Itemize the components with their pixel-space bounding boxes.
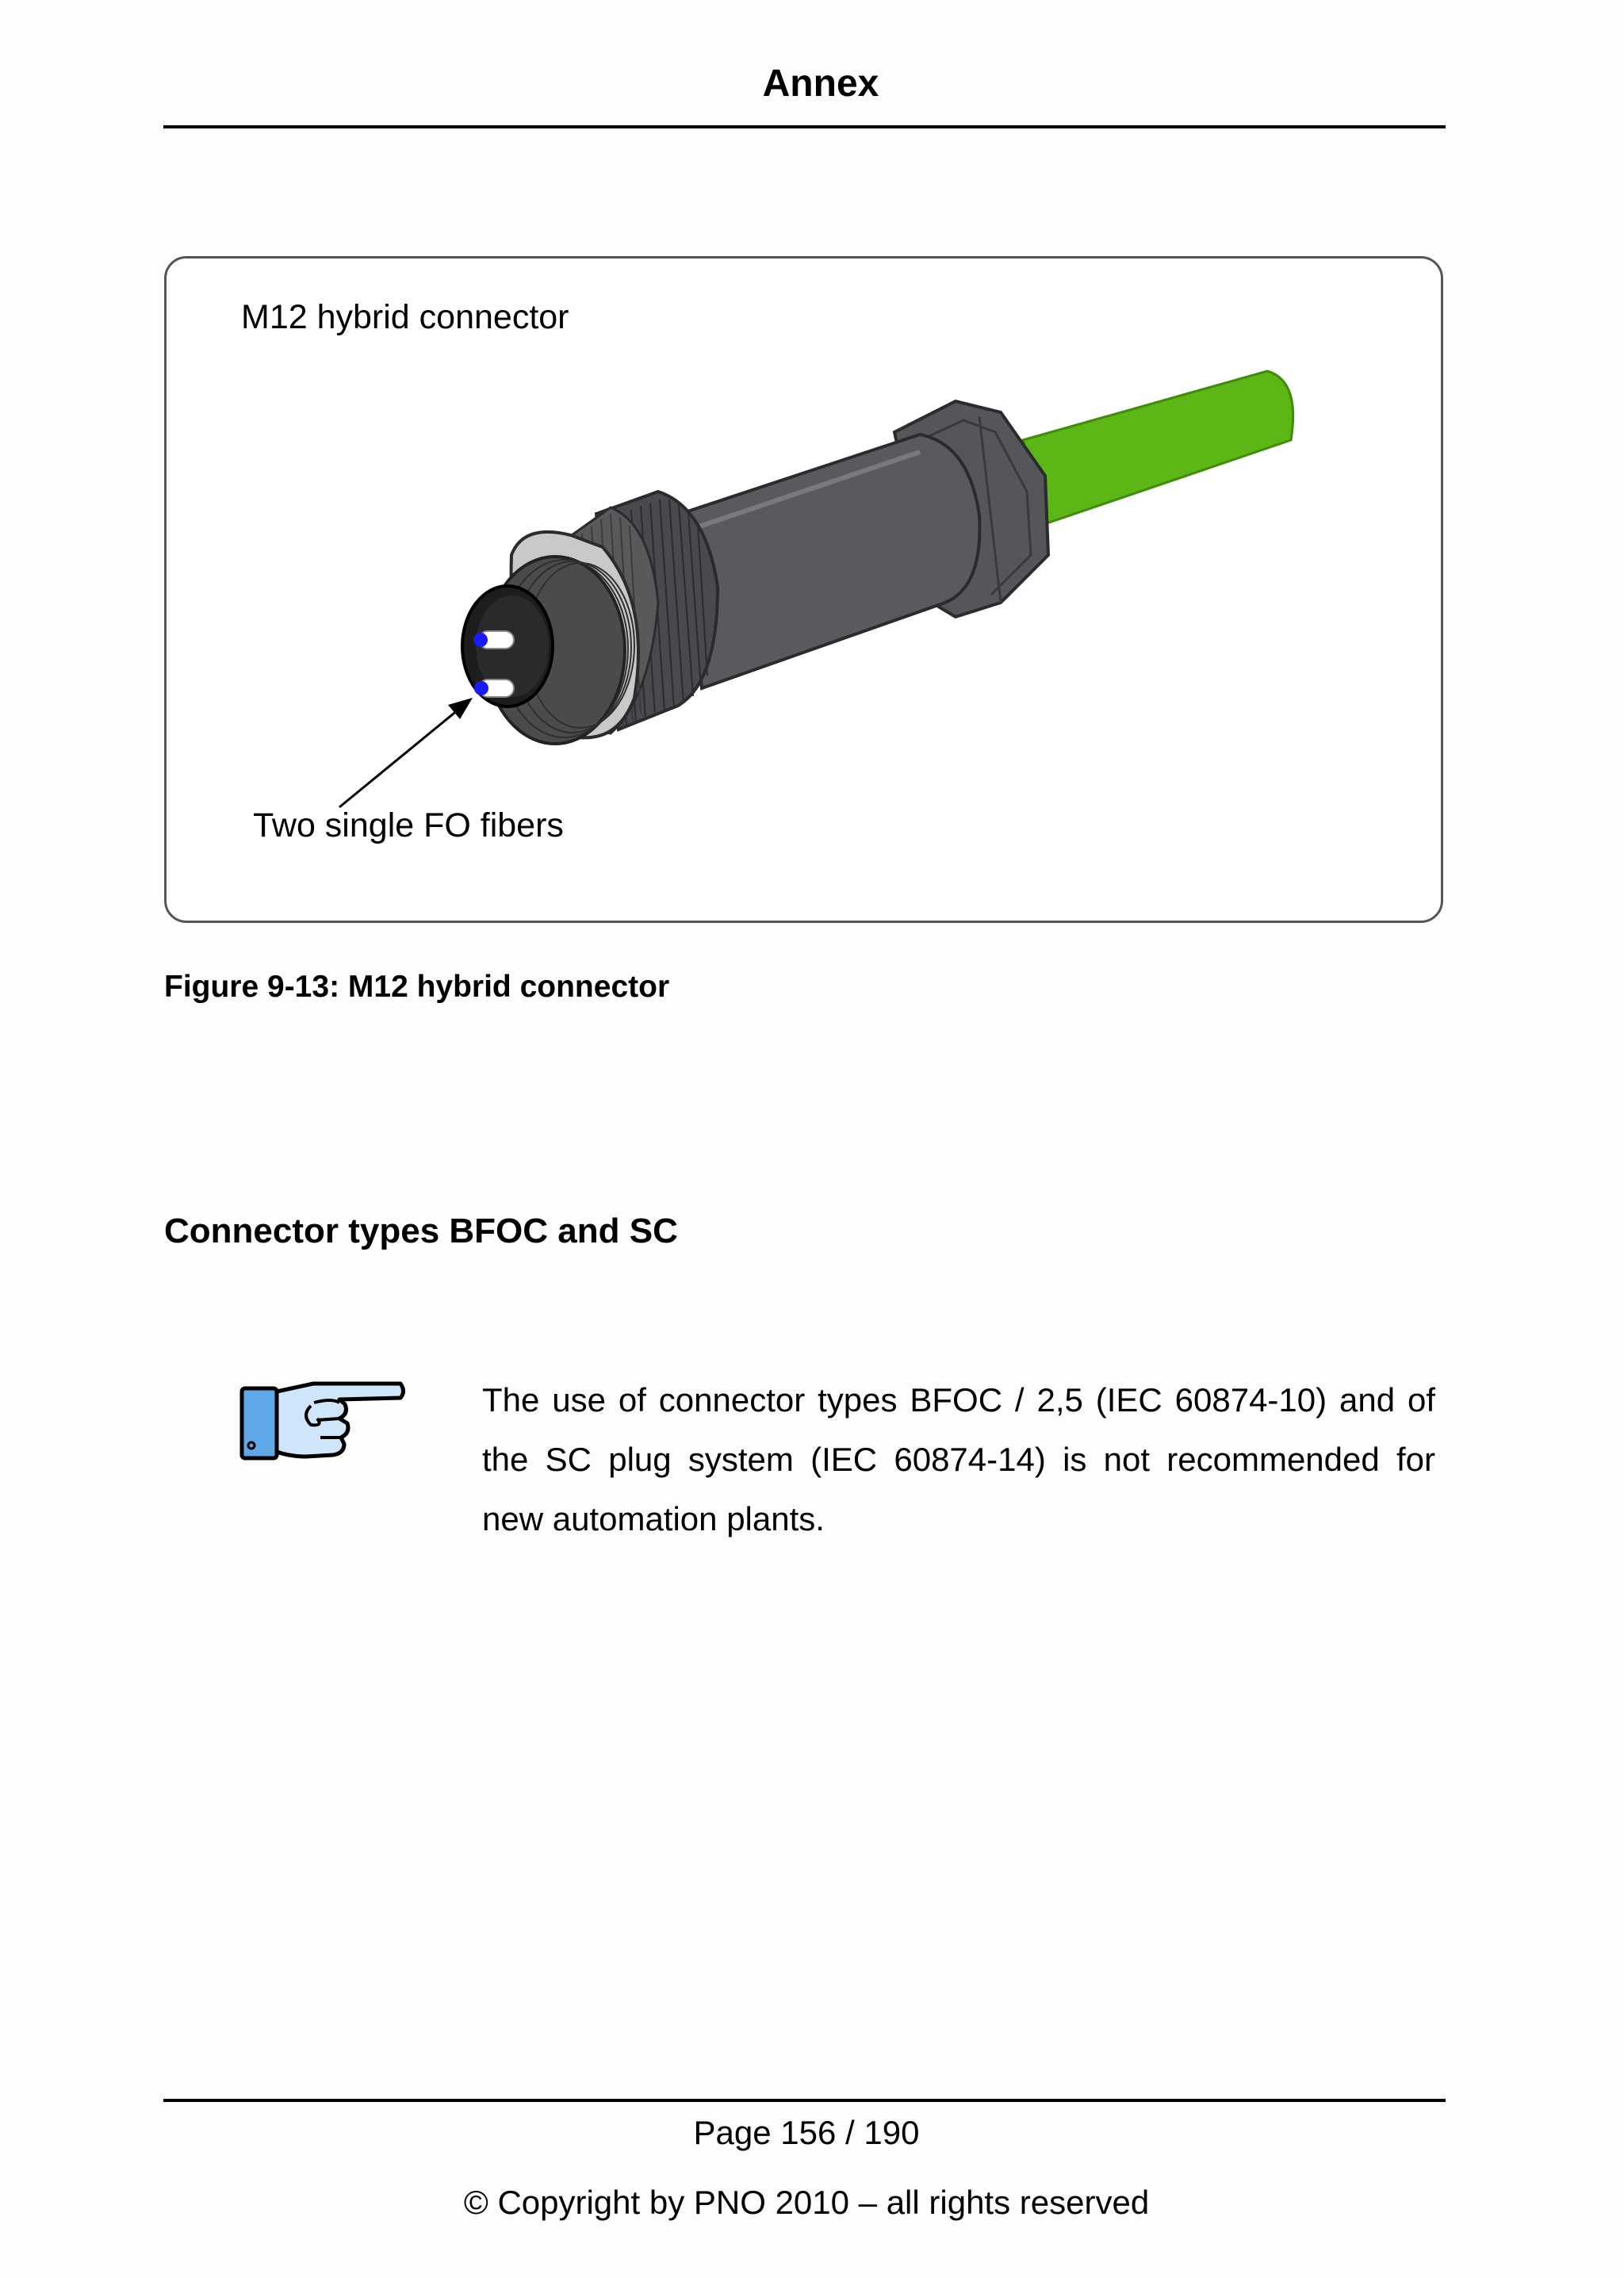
section-heading: Connector types BFOC and SC <box>164 1212 678 1250</box>
page-number: Page 156 / 190 <box>693 2114 920 2151</box>
figure-caption: Figure 9-13: M12 hybrid connector <box>164 970 670 1004</box>
footer-divider <box>163 2099 1446 2102</box>
arrow-icon <box>339 698 473 807</box>
figure-label-fibers: Two single FO fibers <box>253 806 564 844</box>
page-header-title: Annex <box>762 63 879 105</box>
pointing-hand-icon <box>238 1374 408 1465</box>
copyright-notice: © Copyright by PNO 2010 – all rights reserved <box>463 2184 1150 2221</box>
note-text: The use of connector types BFOC / 2,5 (IEC 60874-10) and of the SC plug system (IEC 60874-14) is not recommended for new automation plants. <box>482 1381 1435 1537</box>
figure-label-connector: M12 hybrid connector <box>241 298 569 336</box>
header-divider <box>163 125 1446 128</box>
